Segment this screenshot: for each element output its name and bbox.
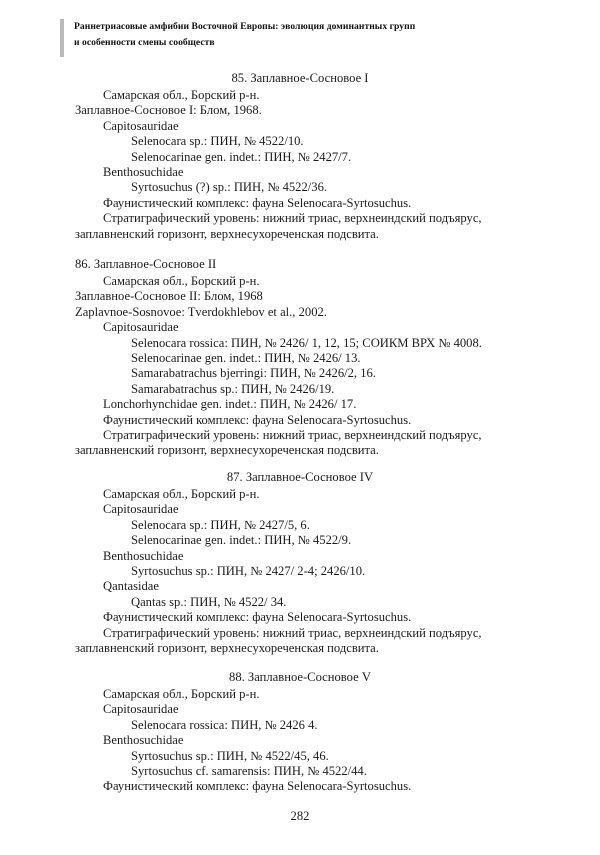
entry-88-line: Benthosuchidae [103, 733, 184, 748]
entry-87-line: Самарская обл., Борский р-н. [103, 487, 260, 501]
entry-88-line: Capitosauridae [103, 702, 179, 717]
entry-88-line: Syrtosuchus sp.: ПИН, № 4522/45, 46. [131, 748, 329, 763]
entry-86-line: Lonchorhynchidae gen. indet.: ПИН, № 2426/ 17. [103, 397, 357, 412]
entry-86-line: Samarabatrachus bjerringi: ПИН, № 2426/2, 16. [131, 366, 376, 381]
entry-87-line: Benthosuchidae [103, 548, 184, 563]
entry-heading-88: 88. Заплавное-Сосновое V [229, 670, 371, 684]
entry-85-line: Benthosuchidae [103, 165, 184, 179]
entry-87-line: Qantasidae [103, 579, 159, 594]
entry-85-line: заплавненский горизонт, верхнесухореченская подсвита. [75, 226, 379, 241]
entry-85-line: Стратиграфический уровень: нижний триас, верхнеиндский подъярус, [103, 211, 482, 226]
entry-87-line: Selenocarinae gen. indet.: ПИН, № 4522/9. [131, 533, 352, 548]
entry-86-line: Samarabatrachus sp.: ПИН, № 2426/19. [131, 381, 335, 396]
entry-87-line: Qantas sp.: ПИН, № 4522/ 34. [131, 594, 287, 609]
entry-88-line: Selenocara rossica: ПИН, № 2426 4. [131, 717, 318, 732]
entry-87-line: Selenocara sp.: ПИН, № 2427/5, 6. [131, 517, 310, 532]
entry-86-line: Самарская обл., Борский р-н. [103, 274, 260, 288]
entry-85-line: Самарская обл., Борский р-н. [103, 88, 260, 102]
entry-85-line: Capitosauridae [103, 118, 179, 133]
running-head-line-1: Раннетриасовые амфибии Восточной Европы: эволюция доминантных групп [74, 21, 416, 32]
entry-86-line: заплавненский горизонт, верхнесухореченская подсвита. [75, 443, 379, 458]
entry-86-line: Стратиграфический уровень: нижний триас, верхнеиндский подъярус, [103, 428, 482, 442]
entry-heading-85: 85. Заплавное-Сосновое I [231, 71, 369, 85]
entry-heading-87: 87. Заплавное-Сосновое IV [226, 470, 374, 484]
entry-87-line: Syrtosuchus sp.: ПИН, № 2427/ 2-4; 2426/10. [131, 564, 366, 578]
entry-85-line: Selenocarinae gen. indet.: ПИН, № 2427/7. [131, 149, 352, 164]
entry-85-line: Фаунистический комплекс: фауна Selenocara-Syrtosuchus. [103, 195, 412, 210]
running-head [60, 19, 540, 57]
entry-85-line: Заплавное-Сосновое I: Блом, 1968. [75, 103, 262, 118]
entry-86-line: Zaplavnoe-Sosnovoe: Tverdokhlebov et al., 2002. [75, 304, 327, 319]
entry-85-line: Syrtosuchus (?) sp.: ПИН, № 4522/36. [131, 180, 328, 195]
entry-88-line: Самарская обл., Борский р-н. [103, 687, 260, 701]
entry-heading-86: 86. Заплавное-Сосновое II [75, 257, 217, 271]
running-head-text [74, 19, 415, 51]
entry-86-line: Selenocara rossica: ПИН, № 2426/ 1, 12, 15; СОИКМ ВРХ № 4008. [131, 335, 482, 350]
entry-88-line: Syrtosuchus cf. samarensis: ПИН, № 4522/44. [131, 764, 367, 778]
entry-86-line: Заплавное-Сосновое II: Блом, 1968 [75, 289, 263, 304]
entry-86-line: Selenocarinae gen. indet.: ПИН, № 2426/ 13. [131, 351, 361, 365]
entry-87-line: Стратиграфический уровень: нижний триас, верхнеиндский подъярус, [103, 625, 482, 640]
entry-87-line: Capitosauridae [103, 502, 179, 517]
running-head-rule [60, 19, 64, 57]
entry-87-line: Фаунистический комплекс: фауна Selenocara-Syrtosuchus. [103, 610, 412, 625]
entry-86-line: Capitosauridae [103, 320, 179, 335]
entry-87-line: заплавненский горизонт, верхнесухореченская подсвита. [75, 641, 379, 655]
running-head-line-2: и особенности смены сообществ [74, 37, 215, 48]
entry-85-line: Selenocara sp.: ПИН, № 4522/10. [131, 134, 304, 149]
page-number: 282 [290, 809, 310, 823]
entry-88-line: Фаунистический комплекс: фауна Selenocara-Syrtosuchus. [103, 779, 412, 794]
entry-86-line: Фаунистический комплекс: фауна Selenocara-Syrtosuchus. [103, 412, 412, 427]
